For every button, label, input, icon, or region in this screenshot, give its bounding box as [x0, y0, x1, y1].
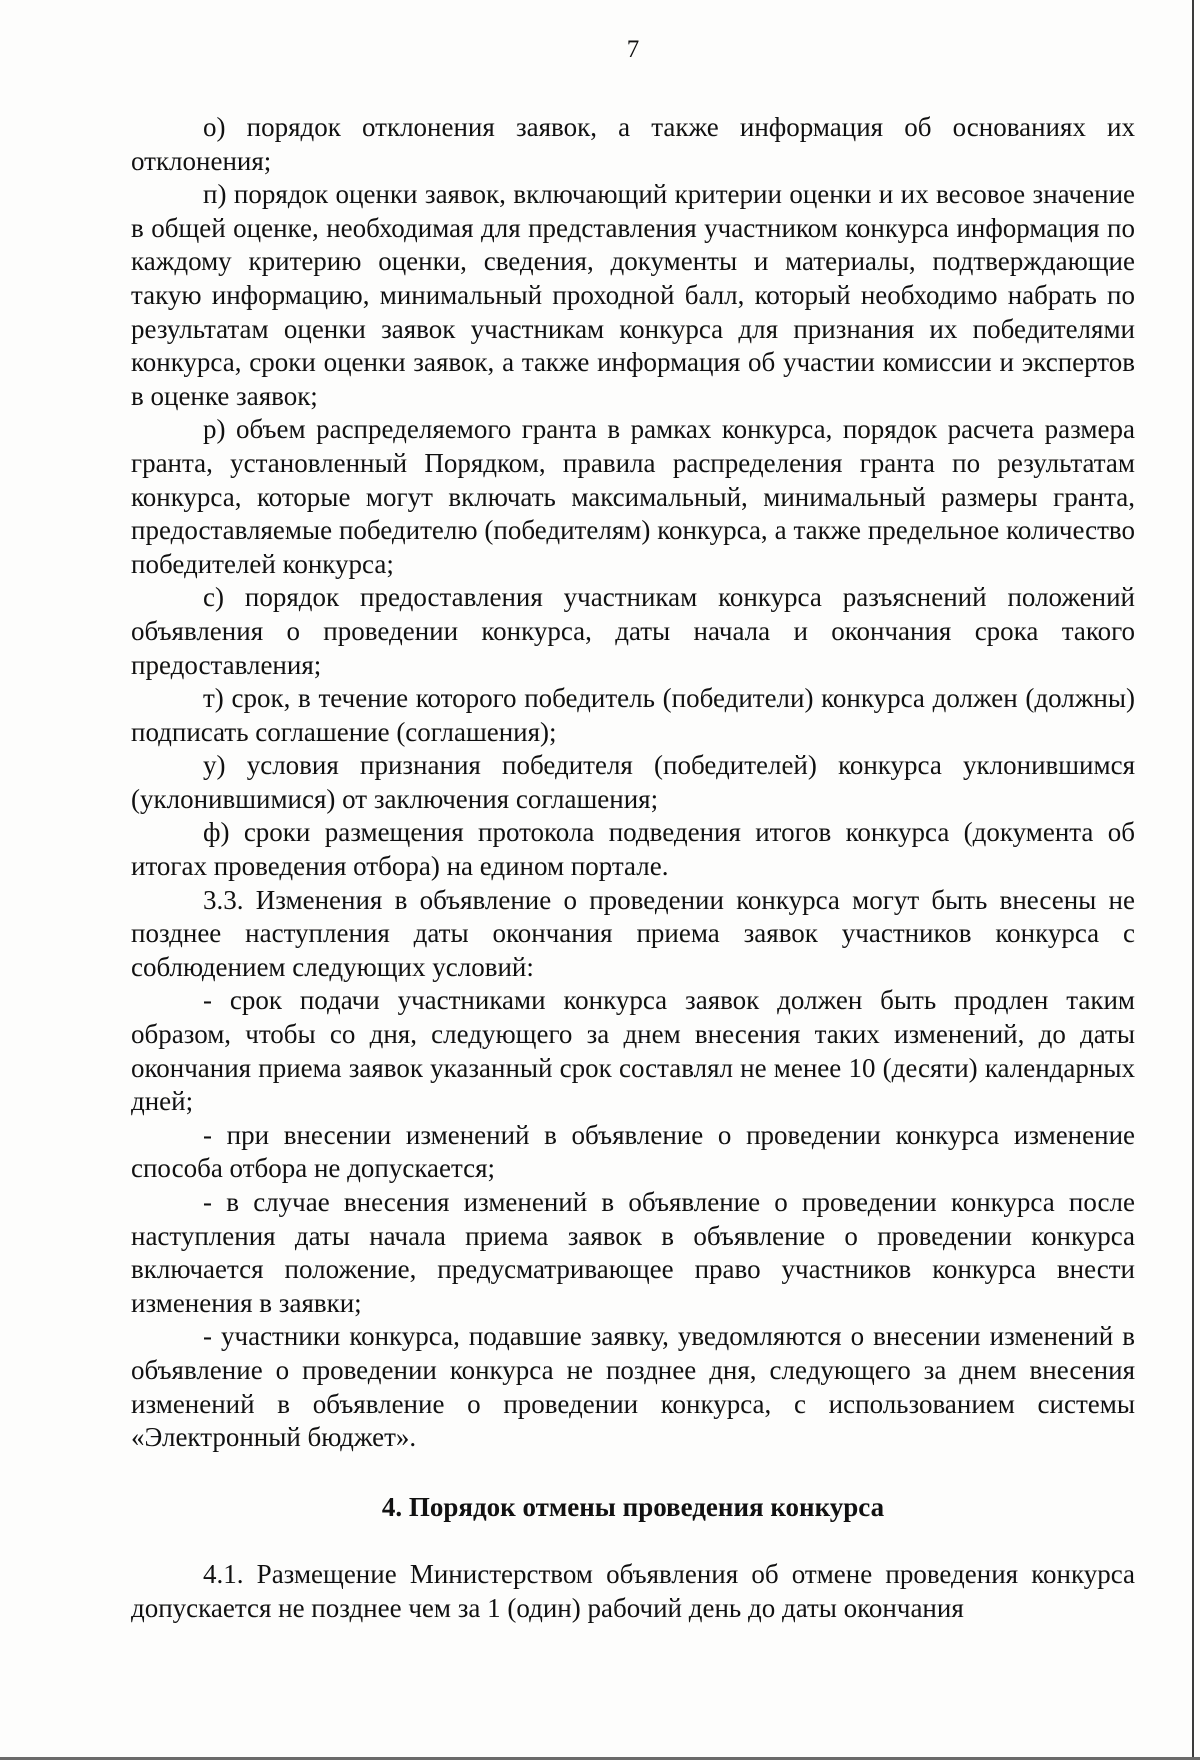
section-heading: 4. Порядок отмены проведения конкурса	[381, 1491, 885, 1522]
list-item-amend-applications: - в случае внесения изменений в объявление о проведении конкурса после наступления даты начала приема заявок в объявление о проведении конкурса включается положение, предусматривающее право участников конкурса внести изменения в заявки;	[131, 1187, 1135, 1318]
paragraph-r: р) объем распределяемого гранта в рамках конкурса, порядок расчета размера гранта, установленный Порядком, правила распределения гранта по результатам конкурса, которые могут включать максимальный, минимальный размеры гранта, предоставляемые победителю (победителям) конкурса, а также предельное количество победителей конкурса;	[131, 414, 1135, 579]
paragraph-s: с) порядок предоставления участникам конкурса разъяснений положений объявления о проведении конкурса, даты начала и окончания срока такого предоставления;	[131, 582, 1135, 680]
paragraph-p: п) порядок оценки заявок, включающий критерии оценки и их весовое значение в общей оценке, необходимая для представления участником конкурса информация по каждому критерию оценки, сведения, документы и материалы, подтверждающие такую информацию, минимальный проходной балл, который необходимо набрать по результатам оценки заявок участникам конкурса для признания их победителями конкурса, сроки оценки заявок, а также информация об участии комиссии и экспертов в оценке заявок;	[131, 179, 1135, 411]
paragraph-3-3: 3.3. Изменения в объявление о проведении конкурса могут быть внесены не позднее наступления даты окончания приема заявок участников конкурса с соблюдением следующих условий:	[131, 884, 1135, 982]
list-item-selection-method: - при внесении изменений в объявление о проведении конкурса изменение способа отбора не допускается;	[131, 1119, 1135, 1184]
paragraph-f: ф) сроки размещения протокола подведения итогов конкурса (документа об итогах проведения отбора) на едином портале.	[131, 817, 1135, 882]
paragraph-u: у) условия признания победителя (победителей) конкурса уклонившимся (уклонившимися) от заключения соглашения;	[131, 750, 1135, 814]
list-item-deadline-extension: - срок подачи участниками конкурса заявок должен быть продлен таким образом, чтобы со дня, следующего за днем внесения таких изменений, до даты окончания приема заявок указанный срок составлял не менее 10 (десяти) календарных дней;	[131, 985, 1135, 1117]
page-number: 7	[626, 36, 640, 63]
scan-edge	[1192, 0, 1194, 1760]
paragraph-4-1: 4.1. Размещение Министерством объявления об отмене проведения конкурса допускается не позднее чем за 1 (один) рабочий день до даты окончания	[131, 1559, 1135, 1623]
paragraph-o: о) порядок отклонения заявок, а также информация об основаниях их отклонения;	[131, 112, 1135, 176]
document-body	[131, 111, 1135, 1626]
paragraph-t: т) срок, в течение которого победитель (победители) конкурса должен (должны) подписать соглашение (соглашения);	[131, 683, 1135, 747]
list-item-notification: - участники конкурса, подавшие заявку, уведомляются о внесении изменений в объявление о проведении конкурса не позднее дня, следующего за днем внесения изменений в объявление о проведении конкурса, с использованием системы «Электронный бюджет».	[131, 1321, 1135, 1453]
